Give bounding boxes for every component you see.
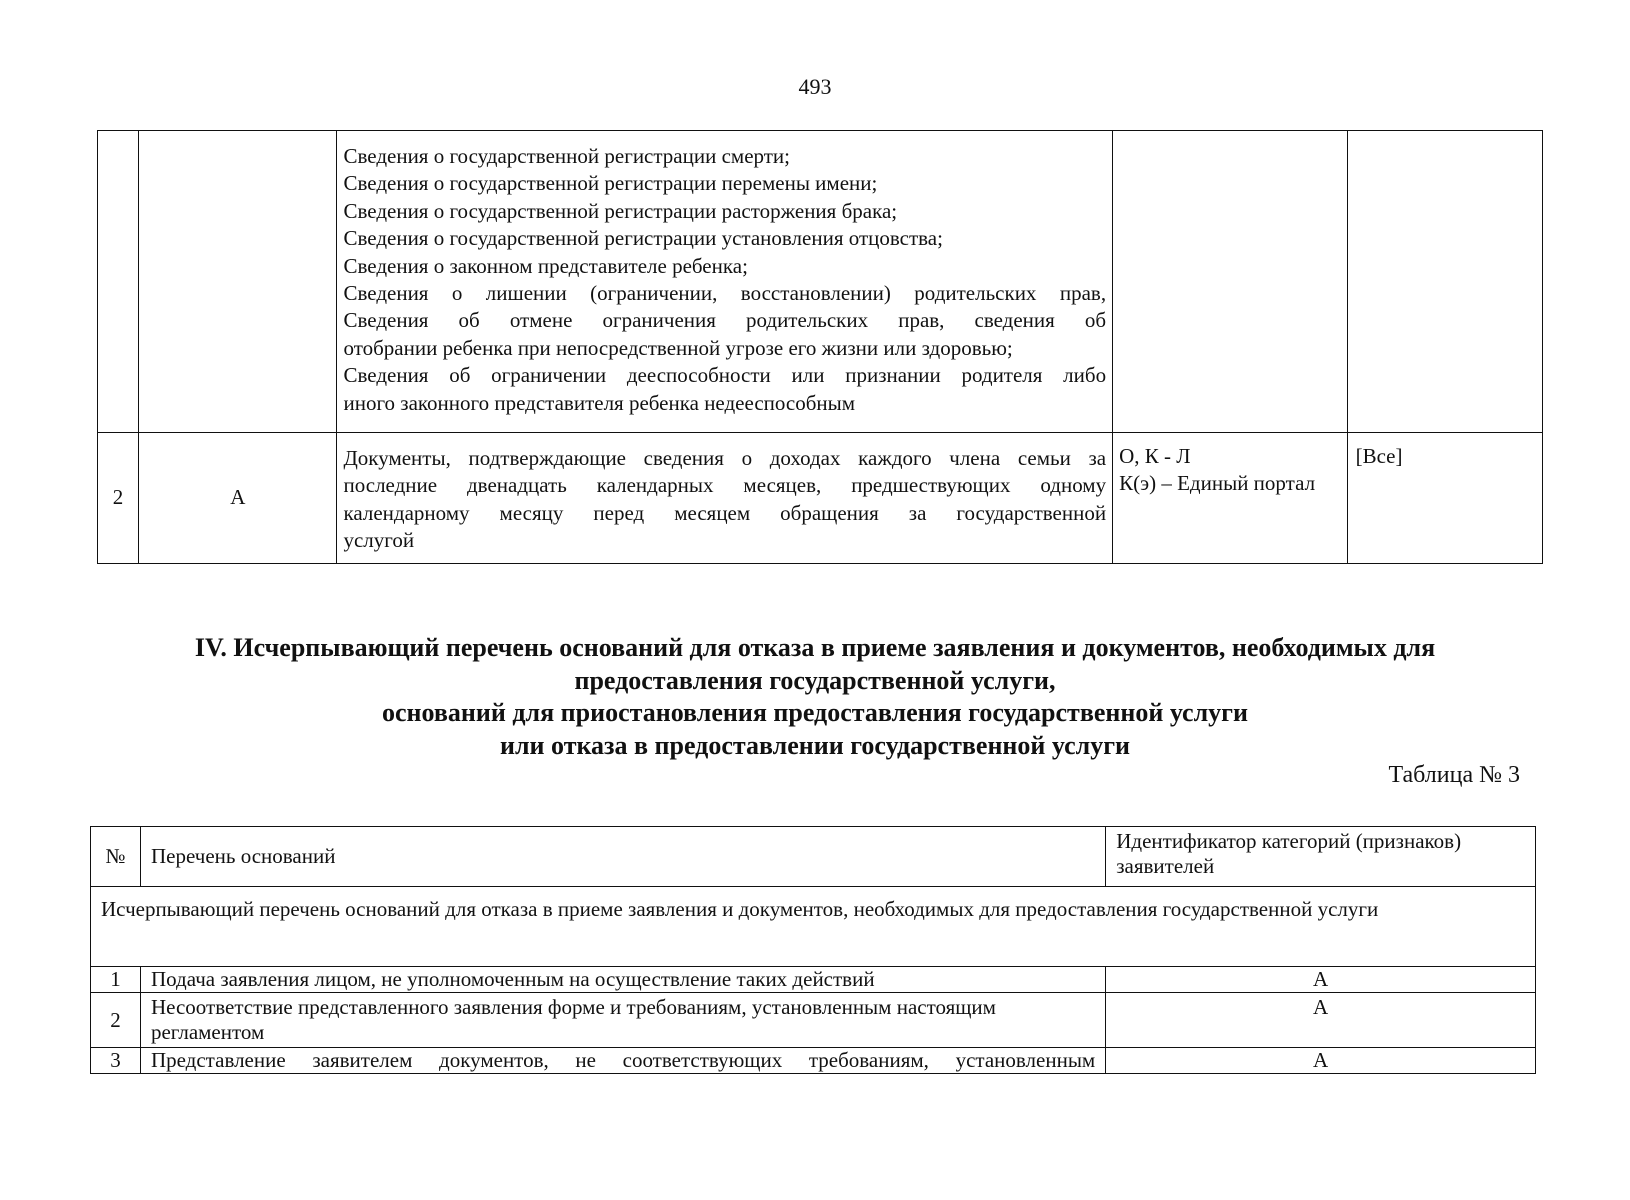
table-row [91, 967, 1536, 993]
document-line: Сведения о законном представителе ребенка; [343, 253, 748, 278]
reason-cell: Представление заявителем документов, не соответствующих требованиям, установленным [140, 1048, 1105, 1074]
table-subheader-row [91, 887, 1536, 967]
reason-cell: Подача заявления лицом, не уполномоченным на осуществление таких действий [140, 967, 1105, 993]
submission-method-cell [1113, 131, 1347, 433]
header-identifier: Идентификатор категорий (признаков) заявителей [1106, 827, 1536, 887]
row-number-cell: 2 [98, 433, 139, 564]
table-row [98, 131, 1543, 433]
section-title-line: IV. Исчерпывающий перечень оснований для отказа в приеме заявления и документов, необходимых для [194, 633, 1436, 662]
document-line: Сведения о государственной регистрации установления отцовства; [343, 226, 943, 251]
section-title [90, 632, 1540, 762]
header-number: № [91, 827, 141, 887]
row-number-cell: 3 [91, 1048, 141, 1074]
table-row [98, 433, 1543, 564]
section-title-line: оснований для приостановления предоставления государственной услуги [382, 698, 1248, 727]
document-line: Документы, подтверждающие сведения о доходах каждого члена семьи за [343, 446, 1107, 470]
document-line: календарному месяцу перед месяцем обращения за государственной [343, 500, 1107, 525]
page-number: 493 [798, 74, 832, 99]
submission-method-line: К(э) – Единый портал [1119, 471, 1316, 496]
documents-cell [337, 131, 1113, 433]
table-row [91, 993, 1536, 1048]
document-line: иного законного представителя ребенка недееспособным [343, 390, 856, 415]
subheader-cell: Исчерпывающий перечень оснований для отказа в приеме заявления и документов, необходимых для предоставления государственной услуги [91, 887, 1536, 967]
applicants-cell [1347, 131, 1542, 433]
document-line: последние двенадцать календарных месяцев, предшествующих одному [343, 473, 1107, 498]
section-title-line: предоставления государственной услуги, [574, 665, 1056, 695]
documents-table-continuation [97, 130, 1543, 564]
reason-cell: Несоответствие представленного заявления форме и требованиям, установленным настоящим регламентом [140, 993, 1105, 1048]
document-line: Сведения о государственной регистрации перемены имени; [343, 171, 878, 196]
identifier-cell: А [1106, 967, 1536, 993]
header-reasons: Перечень оснований [140, 827, 1105, 887]
document-line: Сведения об ограничении дееспособности или признании родителя либо [343, 363, 1107, 388]
document-line: Сведения об отмене ограничения родительских прав, сведения об [343, 308, 1107, 333]
identifier-cell: А [1106, 993, 1536, 1048]
row-number-cell: 1 [91, 967, 141, 993]
table-caption: Таблица № 3 [1388, 762, 1520, 788]
row-number-cell: 2 [91, 993, 141, 1048]
refusal-grounds-table [90, 826, 1536, 1074]
document-line: услугой [343, 528, 415, 553]
document-line: Сведения о лишении (ограничении, восстановлении) родительских прав, [343, 281, 1107, 306]
row-number-cell [98, 131, 139, 433]
category-cell [139, 131, 337, 433]
section-title-line: или отказа в предоставлении государственной услуги [499, 730, 1131, 760]
documents-cell [337, 433, 1113, 564]
identifier-cell: А [1106, 1048, 1536, 1074]
submission-method-line: О, К - Л [1119, 444, 1191, 468]
document-line: Сведения о государственной регистрации расторжения брака; [343, 198, 898, 223]
applicants-cell: [Все] [1347, 433, 1542, 564]
document-line: отобрании ребенка при непосредственной угрозе его жизни или здоровью; [343, 335, 1013, 360]
submission-method-cell [1113, 433, 1347, 564]
table-row [91, 1048, 1536, 1074]
category-cell: А [139, 433, 337, 564]
document-line: Сведения о государственной регистрации смерти; [343, 144, 791, 168]
table-header-row [91, 827, 1536, 887]
